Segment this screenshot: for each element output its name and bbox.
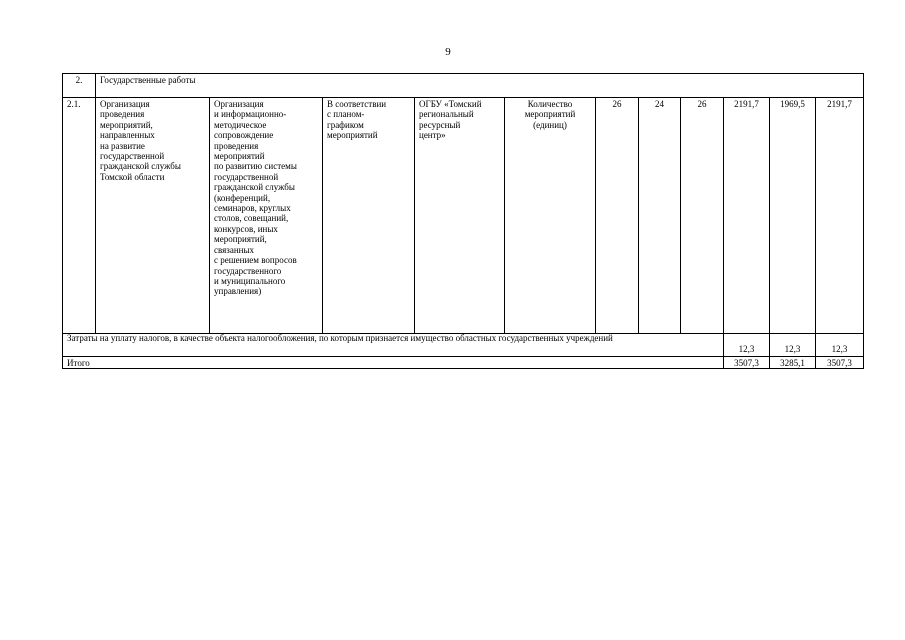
quantity-cell-2: 24 — [639, 98, 681, 334]
total-label: Итого — [63, 357, 724, 369]
total-row — [63, 357, 864, 369]
state-works-table — [62, 73, 864, 369]
section-row — [63, 74, 864, 98]
sum-cell-3: 2191,7 — [816, 98, 864, 334]
executor-cell: ОГБУ «Томский региональный ресурсный центр» — [415, 98, 505, 334]
tax-sum-3: 12,3 — [816, 334, 864, 357]
tax-sum-2: 12,3 — [770, 334, 816, 357]
indicator-cell: Количество мероприятий (единиц) — [505, 98, 596, 334]
row-number: 2.1. — [63, 98, 96, 334]
tax-row — [63, 334, 864, 357]
description-cell: Организация и информационно- методическое сопровождение проведения мероприятий по развитию системы государственной гражданской службы (конференций, семинаров, круглых столов, совещаний, конкурсов, иных мероприятий, связанных с решением вопросов государственного и муниципального управления) — [210, 98, 323, 334]
total-sum-2: 3285,1 — [770, 357, 816, 369]
total-sum-3: 3507,3 — [816, 357, 864, 369]
quantity-cell-3: 26 — [681, 98, 724, 334]
tax-sum-1: 12,3 — [724, 334, 770, 357]
section-number: 2. — [63, 74, 96, 98]
quantity-cell-1: 26 — [596, 98, 639, 334]
section-title: Государственные работы — [96, 74, 864, 98]
measure-cell: Организация проведения мероприятий, направленных на развитие государственной гражданской службы Томской области — [96, 98, 210, 334]
tax-label: Затраты на уплату налогов, в качестве объекта налогообложения, по которым признается имущество областных государственных учреждений — [63, 334, 724, 357]
sum-cell-2: 1969,5 — [770, 98, 816, 334]
sum-cell-1: 2191,7 — [724, 98, 770, 334]
table-row — [63, 98, 864, 334]
page-number: 9 — [445, 46, 451, 58]
basis-cell: В соответствии с планом- графиком мероприятий — [323, 98, 415, 334]
total-sum-1: 3507,3 — [724, 357, 770, 369]
